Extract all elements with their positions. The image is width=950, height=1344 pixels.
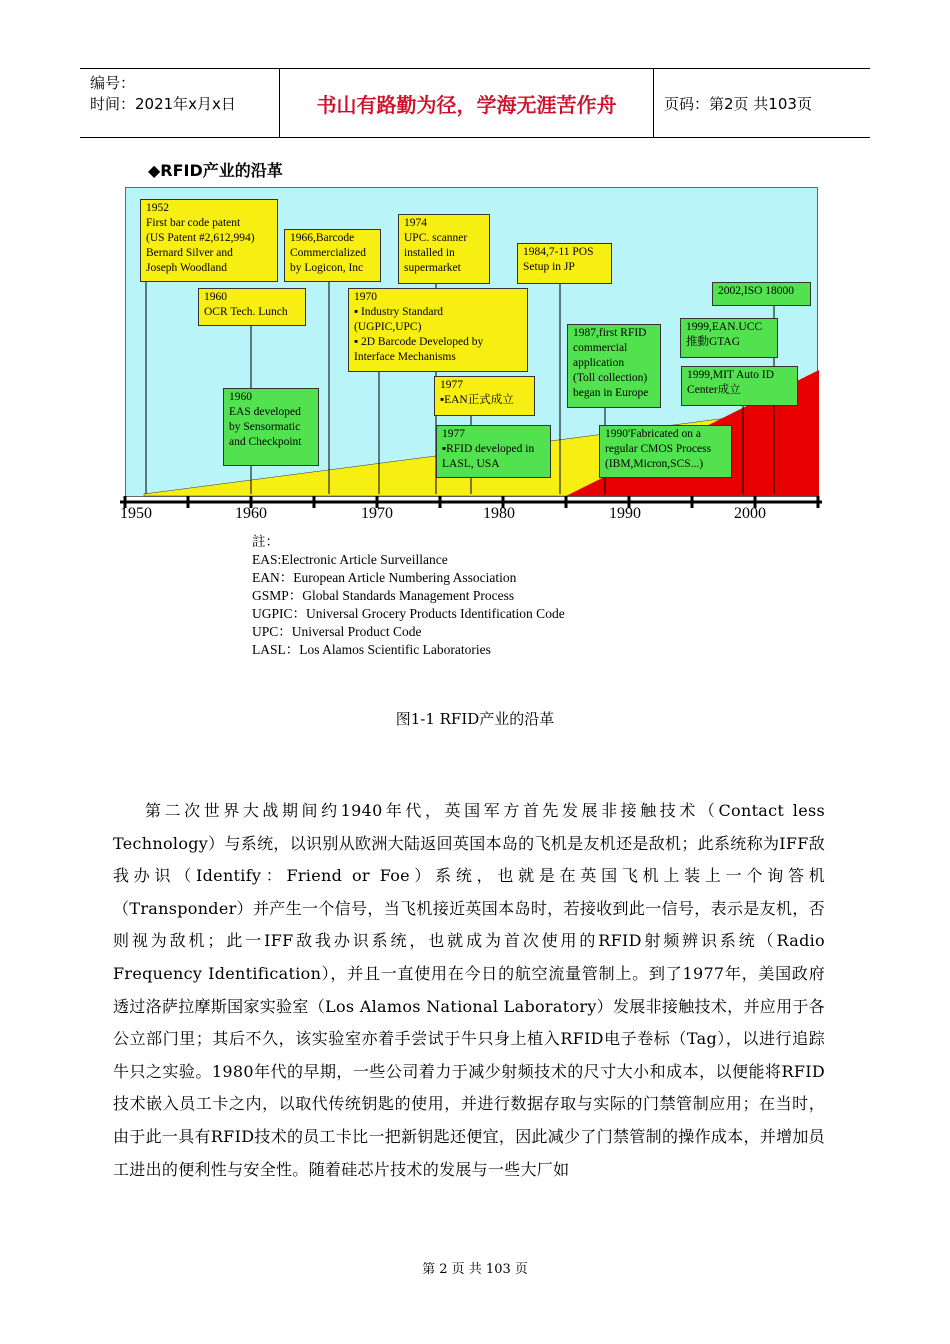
note-item: GSMP：Global Standards Management Process [252,588,515,603]
event-1984-pos: 1984,7-11 POS Setup in JP [517,243,612,284]
time-label: 时间：2021年x月x日 [90,95,236,113]
event-1977-ean: 1977 ▪EAN正式成立 [434,376,535,416]
header-page-info: 页码：第2页 共103页 [664,94,812,113]
event-1987-first-rfid: 1987,first RFID commercial application (Toll collection) began in Europe [567,324,661,408]
event-1977-rfid-lasl: 1977 ▪RFID developed in LASL, USA [436,425,551,478]
header-motto: 书山有路勤为径，学海无涯苦作舟 [280,69,654,137]
header-meta [80,69,280,137]
event-1999-ean-ucc: 1999,EAN.UCC 推動GTAG [680,318,778,358]
event-1952-barcode-patent: 1952 First bar code patent (US Patent #2,612,994) Bernard Silver and Joseph Woodland [140,199,278,282]
event-1990-cmos: 1990'Fabricated on a regular CMOS Process (IBM,Micron,SCS...) [599,425,732,478]
year-1950: 1950 [120,505,152,522]
note-item: UGPIC：Universal Grocery Products Identification Code [252,606,565,621]
year-1980: 1980 [483,505,515,522]
year-1990: 1990 [609,505,641,522]
number-label: 编号： [90,74,136,92]
rfid-timeline-figure [125,187,818,497]
note-item: LASL：Los Alamos Scientific Laboratories [252,642,491,657]
event-1974-upc-scanner: 1974 UPC. scanner installed in supermarket [398,214,490,284]
body-paragraph: 第二次世界大战期间约1940年代，英国军方首先发展非接触技术（Contact less Technology）与系统，以识别从欧洲大陆返回英国本岛的飞机是友机还是敌机；此系统称为IFF敌我办识（Identify：Friend or Foe）系统，也就是在英国飞机上装上一个询答机（Transponder）并产生一个信号，当飞机接近英国本岛时，若接收到此一信号，表示是友机，否则视为敌机；此一IFF敌我办识系统，也就成为首次使用的RFID射频辨识系统（Radio Frequency Identification），并且一直使用在今日的航空流量管制上。到了1977年，美国政府透过洛萨拉摩斯国家实验室（Los Alamos National Laboratory）发展非接触技术，并应用于各公立部门里；其后不久，该实验室亦着手尝试于牛只身上植入RFID电子卷标（Tag），以进行追踪牛只之实验。1980年代的早期，一些公司着力于减少射频技术的尺寸大小和成本，以便能将RFID技术嵌入员工卡之内，以取代传统钥匙的使用，并进行数据存取与实际的门禁管制应用；在当时，由于此一具有RFID技术的员工卡比一把新钥匙还便宜，因此减少了门禁管制的操作成本，并增加员工进出的便利性与安全性。随着硅芯片技术的发展与一些大厂如 [113,801,825,1179]
note-item: UPC：Universal Product Code [252,624,422,639]
page-footer: 第 2 页 共 103 页 [422,1262,528,1277]
year-2000: 2000 [734,505,766,522]
event-1999-mit-autoid: 1999,MIT Auto ID Center成立 [681,366,798,406]
figure-notes [252,533,565,659]
event-1970-standards: 1970 ▪ Industry Standard (UGPIC,UPC) ▪ 2D Barcode Developed by Interface Mechanisms [348,288,528,372]
note-item: EAS:Electronic Article Surveillance [252,552,448,567]
event-2002-iso: 2002,ISO 18000 [712,282,811,306]
header-table [80,68,870,138]
figure-caption: 图1-1 RFID产业的沿革 [395,710,555,728]
note-item: EAN：European Article Numbering Association [252,570,517,585]
section-title: ◆RFID产业的沿革 [148,161,283,180]
event-1966-barcode: 1966,Barcode Commercialized by Logicon, Inc [284,229,381,282]
event-1960-eas: 1960 EAS developed by Sensormatic and Checkpoint [223,388,319,466]
year-1960: 1960 [235,505,267,522]
notes-title: 註： [252,534,279,549]
event-1960-ocr: 1960 OCR Tech. Lunch [198,288,306,326]
year-1970: 1970 [361,505,393,522]
